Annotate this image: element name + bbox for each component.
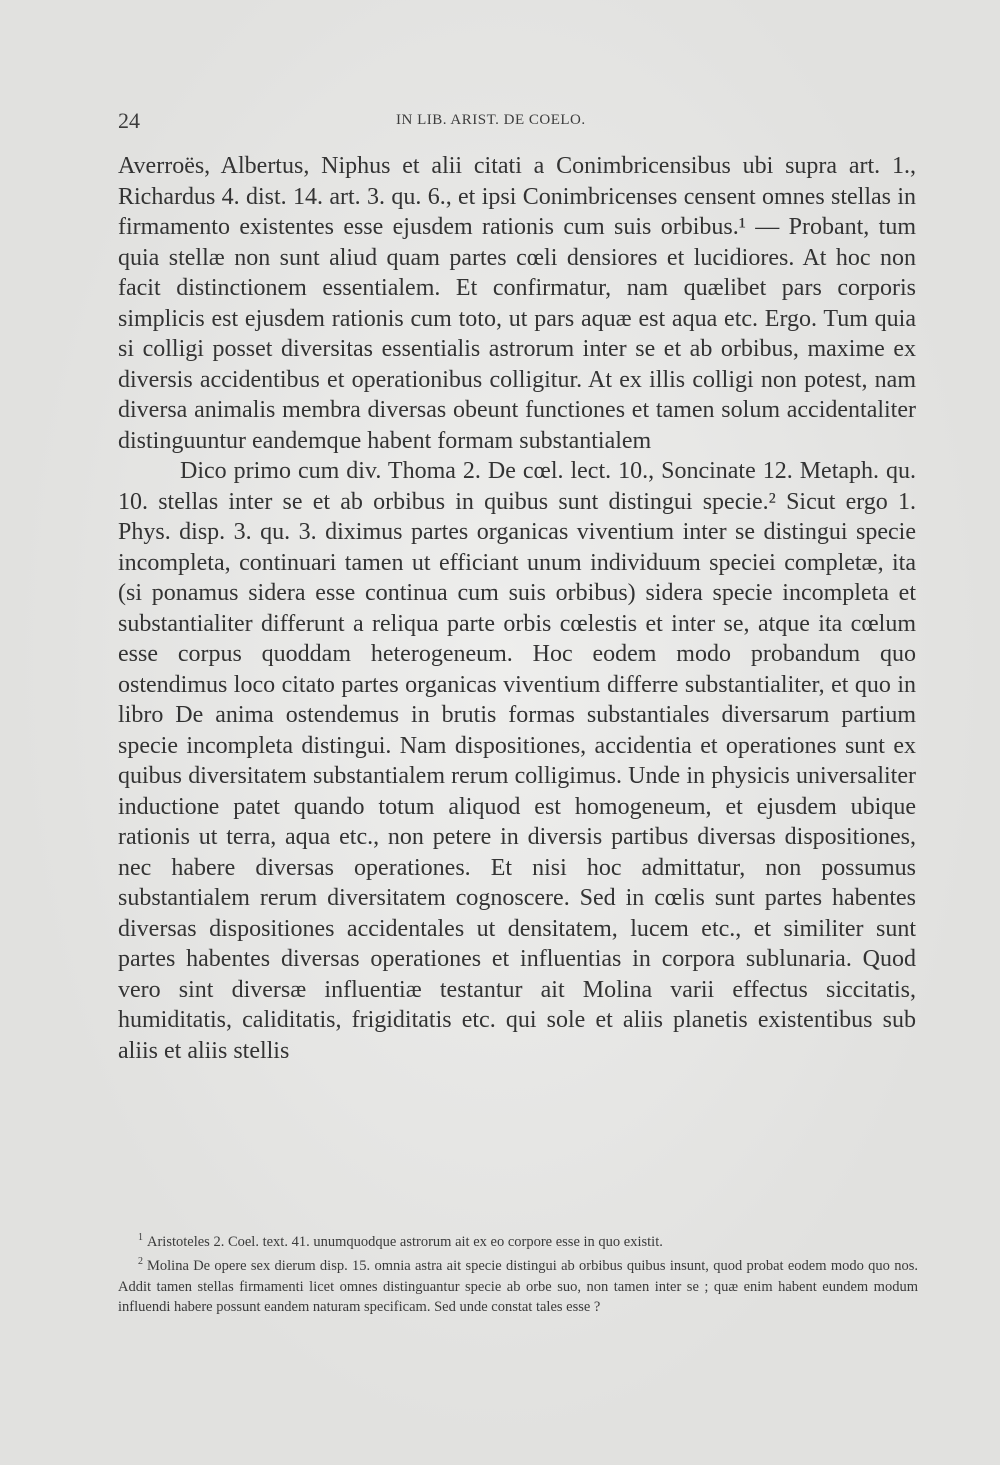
paragraph: Dico primo cum div. Thoma 2. De cœl. lect. 10., Soncinate 12. Metaph. qu. 10. stellas inter se et ab orbibus in quibus sunt distingui specie.² Sicut ergo 1. Phys. disp. 3. qu. 3. diximus partes organicas viventium inter se distingui specie incompleta, continuari tamen ut efficiant unum individuum speciei completæ, ita (si ponamus sidera esse continua cum suis orbibus) sidera specie incompleta et substantialiter differunt a reliqua parte orbis cœlestis et inter se, atque ita cœlum esse corpus quoddam heterogeneum. Hoc eodem modo probandum quo ostendimus loco citato partes organicas viventium differre substantialiter, et quo in libro De anima ostendemus in brutis formas substantiales diversarum partium specie incompleta distingui. Nam dispositiones, accidentia et operationes sunt ex quibus diversitatem substantialem rerum colligimus. Unde in physicis universaliter inductione patet quando totum aliquod est homogeneum, et ejusdem ubique rationis ut terra, aqua etc., non petere in diversis partibus diversas dispositiones, nec habere diversas operationes. Et nisi hoc admittatur, non possumus substantialem rerum diversitatem cognoscere. Sed in cœlis sunt partes habentes diversas dispositiones accidentales ut densitatem, lucem etc., et similiter sunt partes habentes diversas operationes et influentias in corpora sublunaria. Quod vero sint diversæ influentiæ testantur ait Molina varii effectus siccitatis, humiditatis, caliditatis, frigiditatis etc. qui sole et aliis planetis existentibus sub aliis et aliis stellis <box>118 458 916 1064</box>
footnote <box>118 1252 918 1317</box>
footnotes <box>118 1228 918 1318</box>
main-text <box>118 151 916 1066</box>
page-header <box>118 108 918 138</box>
footnote <box>118 1228 918 1252</box>
page-number: 24 <box>118 108 140 133</box>
footnote-text: Aristoteles 2. Coel. text. 41. unumquodque astrorum ait ex eo corpore esse in quo existit. <box>147 1233 663 1250</box>
footnote-text: Molina De opere sex dierum disp. 15. omnia astra ait specie distingui ab orbibus quibus insunt, quod probat eodem modo quo nos. Addit tamen stellas firmamenti licet omnes distinguantur specie ab orbe suo, non tamen inter se ; quæ enim habent eundem modum influendi habere possunt eandem naturam specificam. Sed unde constat tales esse ? <box>118 1258 918 1316</box>
footnote-mark: 1 <box>138 1232 143 1243</box>
paragraph: Averroës, Albertus, Niphus et alii citati a Conimbricensibus ubi supra art. 1., Richardus 4. dist. 14. art. 3. qu. 6., et ipsi Conimbricenses censent omnes stellas in firmamento existentes esse ejusdem rationis cum suis orbibus.¹ — Probant, tum quia stellæ non sunt aliud quam partes cœli densiores et lucidiores. At hoc non facit distinctionem essentialem. Et confirmatur, nam quælibet pars corporis simplicis est ejusdem rationis cum toto, ut pars aquæ est aqua etc. Ergo. Tum quia si colligi posset diversitas essentialis astrorum inter se et ab orbibus, maxime ex diversis accidentibus et operationibus colligitur. At ex illis colligi non potest, nam diversa animalis membra diversas obeunt functiones et tamen solum accidentaliter distinguuntur eandemque habent formam substantialem <box>118 153 916 454</box>
running-title: IN LIB. ARIST. DE COELO. <box>396 112 586 128</box>
footnote-mark: 2 <box>138 1256 143 1268</box>
